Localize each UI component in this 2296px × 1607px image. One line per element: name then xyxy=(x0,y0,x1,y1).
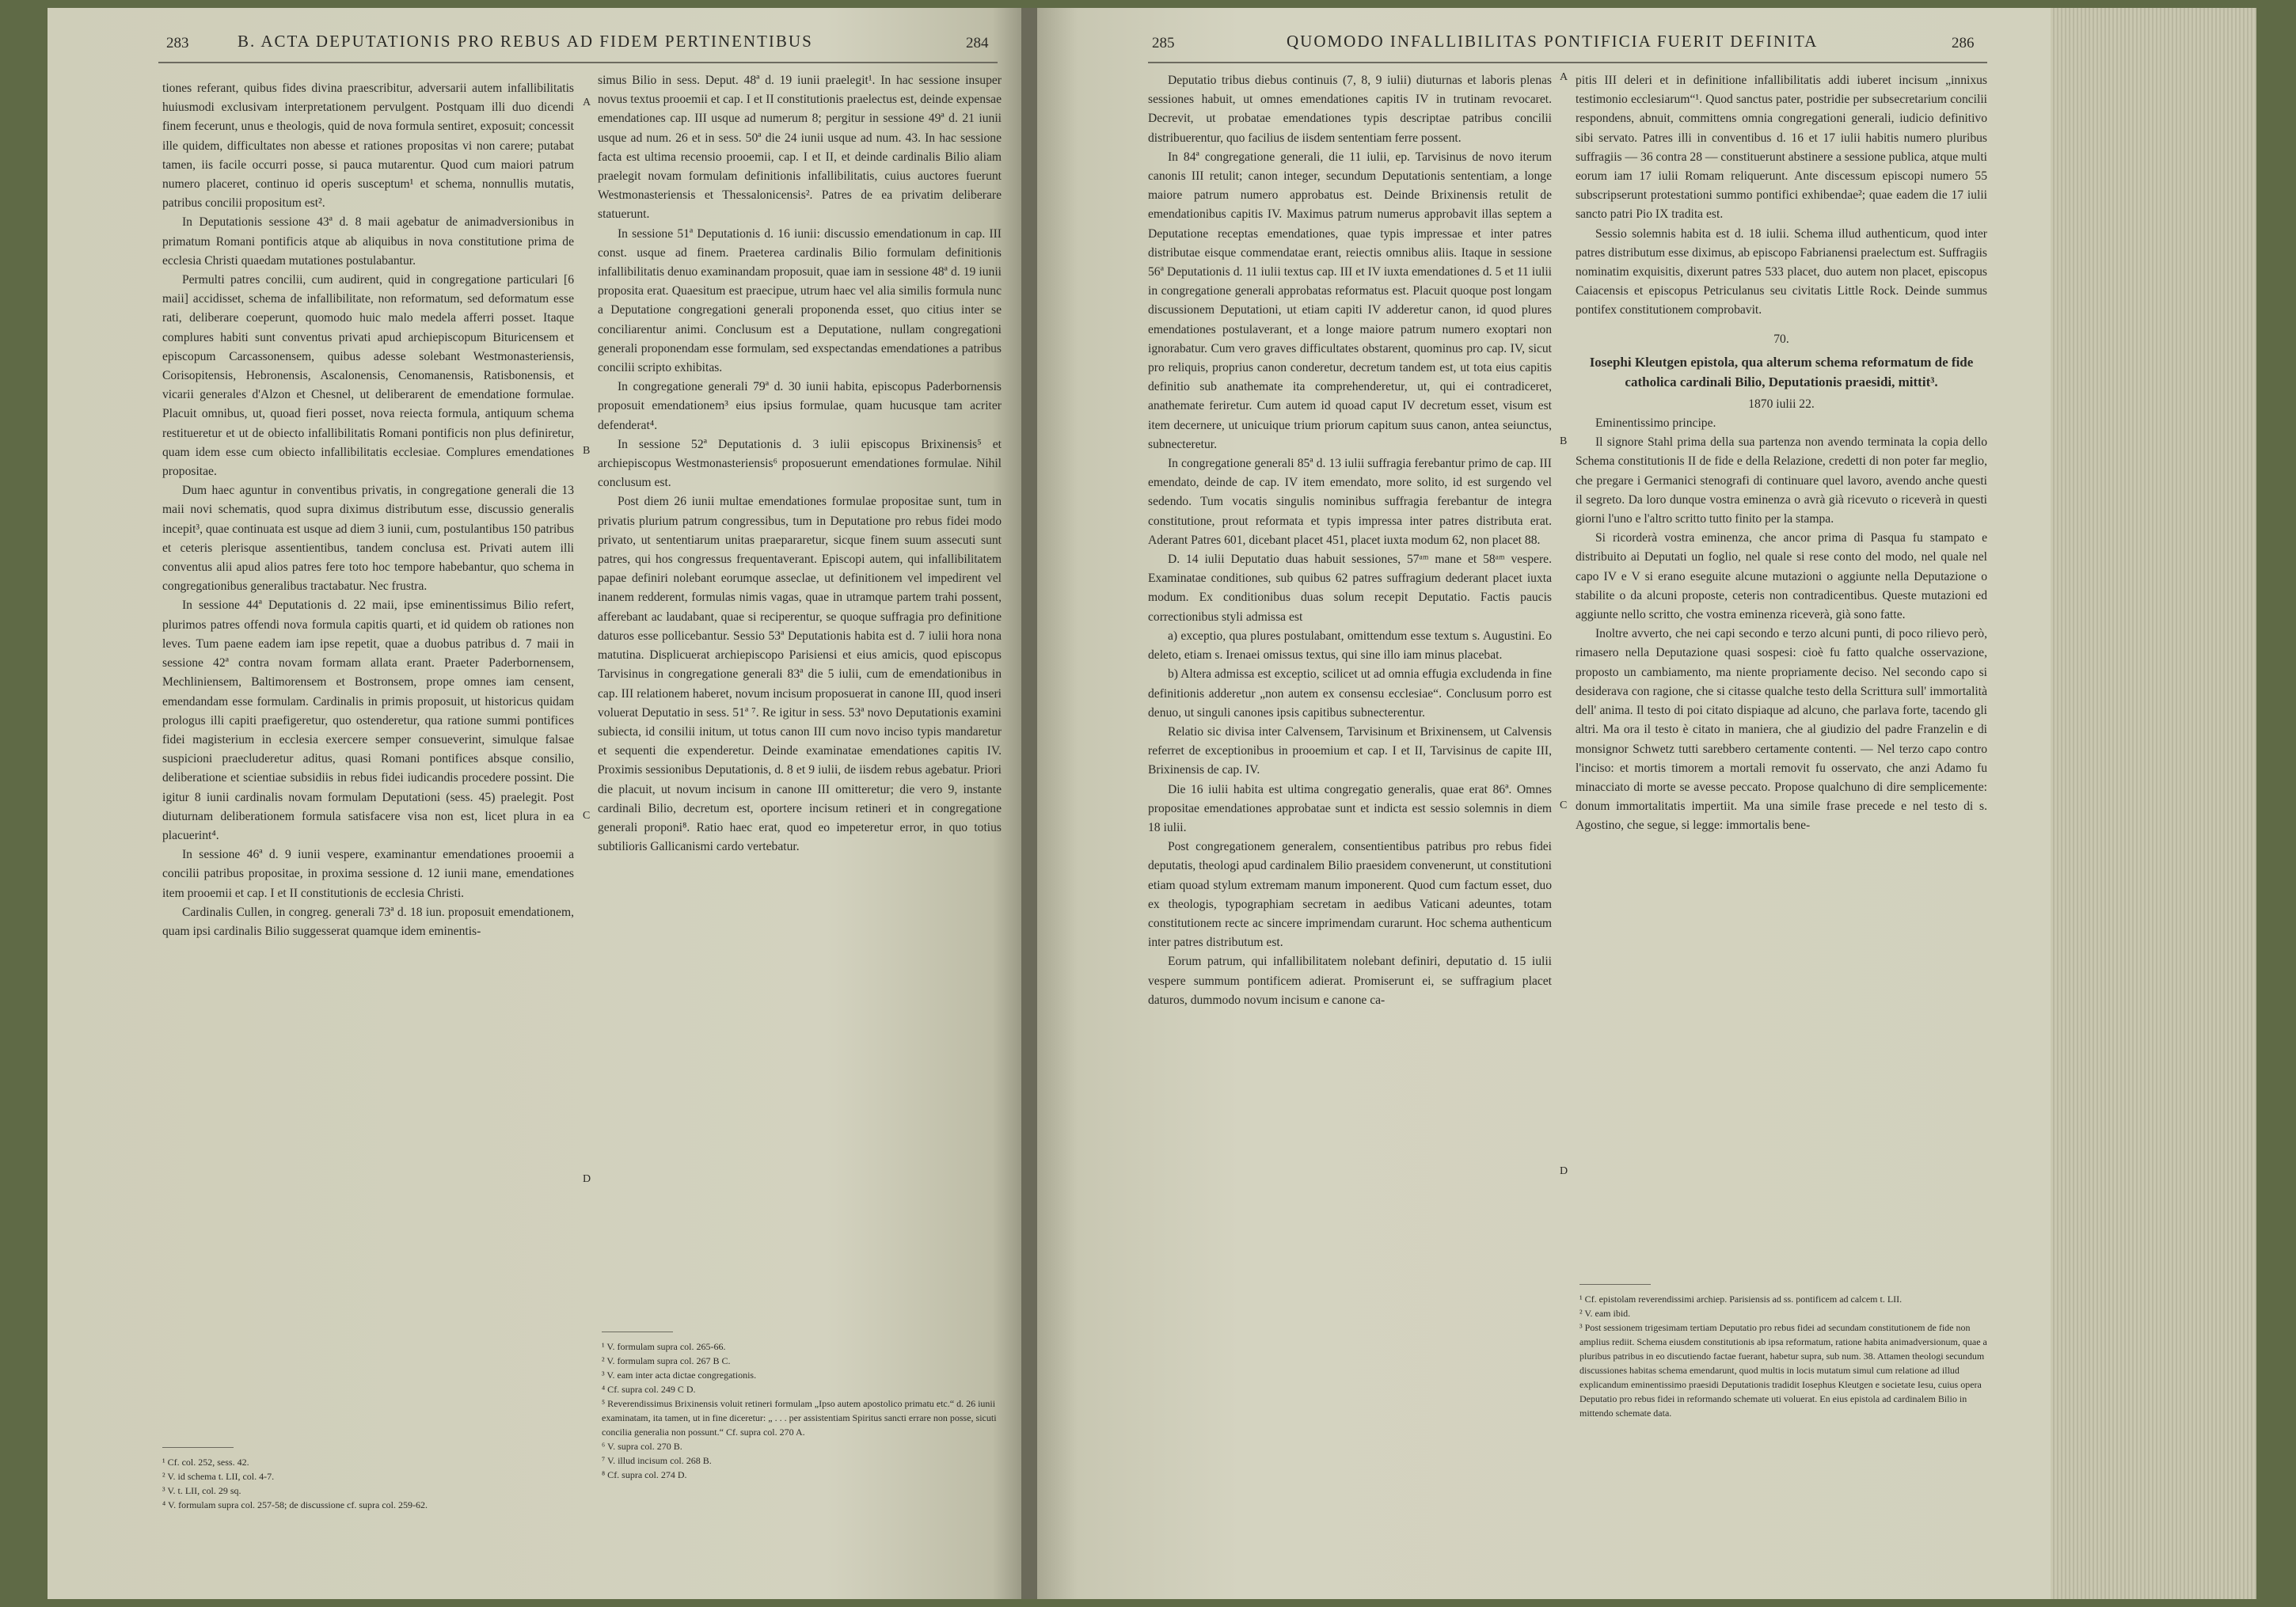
column-number: 285 xyxy=(1152,35,1175,51)
margin-marker: C xyxy=(583,810,591,822)
column-number: 284 xyxy=(966,35,989,51)
footnote: ² V. formulam supra col. 267 B C. xyxy=(602,1355,731,1366)
footnote: ³ V. eam inter acta dictae congregationis. xyxy=(602,1370,757,1381)
footnote-rule xyxy=(1579,1284,1651,1285)
footnotes xyxy=(1579,1292,1987,1420)
footnotes xyxy=(602,1339,1002,1482)
paragraph: Dum haec aguntur in conventibus privatis, in congregatione generali die 13 maii novi schematis, quod supra diximus distributum esse, discussio generalis incepit³, quae continuata est usque ad diem 3 iunii, cum, postulantibus 150 patribus et ceteris plerisque assentientibus, tandem conclusa est. Privati autem illi conventus alii apud alios patres fere toto hoc tempore habebantur, quo schema in congregationibus generalibus tractabatur. Nec frustra. xyxy=(162,484,574,594)
footnote: ¹ V. formulam supra col. 265-66. xyxy=(602,1341,726,1352)
open-book xyxy=(48,8,2256,1599)
paragraph: Post diem 26 iunii multae emendationes formulae propositae sunt, tum in privatis plurium patrum congressibus, tum in Deputatione pro rebus fidei modo privato, ut sententiarum unitas praepararetur, sicque finem suum assecuti sunt patres, qui hos congressus frequentaverant. Episcopi autem, qui infallibilitatem papae definiri nolebant eorumque asseclae, ut definitionem vel impedirent vel inanem redderent, formulas nimis vagas, quae in utramque partem trahi possent, afferebant ac laudabant, quae si reciperentur, se quoque suffragia pro definitione daturos esse pollicebantur. Sessio 53ª Deputationis habita est d. 7 iulii hora nona matutina. Displicuerat archiepiscopo Parisiensi et eius amicis, quod episcopus Tarvisinus in congregatione generali 83ª die 5 iulii, cum de emendationibus in cap. III relationem haberet, novum incisum proposuerat in canone III, quod inseri voluerat Deputatio in sess. 51ª ⁷. Re igitur in sess. 53ª novo Deputationis examini subiecta, id consilii initum, ut totus canon III cum novo inciso typis mandaretur et sequenti die expenderetur. Deinde examinatae emendationes capitis IV. Proximis sessionibus Deputationis, d. 8 et 9 iulii, de iisdem rebus agebatur. Priori die placuit, ut novum incisum in canone III omitteretur; die vero 9, instante cardinali Bilio, decretum est, oportere incisum retineri et in congregatione generali proponi⁸. Ratio haec erat, quod eo impeteretur error, in quo totius subtilioris Gallicanismi cardo vertebatur. xyxy=(598,495,1002,854)
margin-marker: C xyxy=(1560,800,1568,811)
header-rule xyxy=(1148,62,1987,63)
paragraph: Permulti patres concilii, cum audirent, quid in congregatione particulari [6 maii] accidisset, schema de infallibilitate, non reformatum, sed deformatum esse rati, deliberare coeperunt, quomodo huic malo medela afferri posset. Itaque complures habiti sunt conventus privati apud archiepiscopum Bituricensem et episcopum Carcassonensem, quibus adesse solebant Westmonasteriensis, Corisopitensis, Hebronensis, Ascalonensis, Cenomanensis, Ratisbonensis, et vicarii generales d'Alzon et Chesnel, ut deliberarent de emendatione formulae. Placuit omnibus, ut, quoad fieri posset, nova reiecta formula, antiquum schema restitueretur et ut de obiecto infallibilitatis Romani pontificis non plus definiretur, quam idem esse cum obiecto infallibilitatis ecclesiae. Complures emendationes propositae. xyxy=(162,273,574,479)
footnote: ⁸ Cf. supra col. 274 D. xyxy=(602,1469,687,1480)
paragraph: Si ricorderà vostra eminenza, che ancor prima di Pasqua fu stampato e distribuito ai Deputati un foglio, nel quale si rese conto del modo, nel quale nel capo IV e V si erano eseguite alcune mutazioni o aggiunte nella Deputazione o stabilite o da alcuni proposte, ceteris non contradicentibus. Queste mutazioni ed aggiunte nello scritto, che vostra eminenza riceverà, già sono fatte. xyxy=(1576,531,1987,622)
paragraph: simus Bilio in sess. Deput. 48ª d. 19 iunii praelegit¹. In hac sessione insuper novus textus prooemii et cap. I et II constitutionis praelectus est, deinde expensae emendationes cap. III usque ad numerum 8; pergitur in sessione 49ª d. 21 iunii usque ad num. 26 et in sess. 50ª die 24 iunii usque ad num. 43. In hac sessione facta est ultima recensio prooemii, cap. I et II, et deinde cardinalis Bilio aliam praelegit novam formulam definitionis infallibilitatis, cuius auctores fuerunt Westmonasteriensis et Thessalonicensis². Patres de ea privatim deliberare statuerunt. xyxy=(598,74,1002,222)
paragraph: b) Altera admissa est exceptio, scilicet ut ad omnia effugia excludenda in fine definitionis adderetur „non autem ex consensu ecclesiae“. Conclusum porro est denuo, ut singuli canones ipsis capitibus subnecterentur. xyxy=(1148,667,1552,720)
footnote: ² V. eam ibid. xyxy=(1579,1308,1631,1319)
paragraph: In congregatione generali 85ª d. 13 iulii suffragia ferebantur primo de cap. III emendato, deinde de cap. IV item emendato, more solito, id est surgendo vel sedendo. Tum vocatis singulis nominibus suffragia ferebantur de integra constitutione, prout reformata et typis impressa inter patres distributa erat. Aderant Patres 601, dicebant placet 451, placet iuxta modum 62, non placet 88. xyxy=(1148,457,1552,547)
paragraph: In sessione 44ª Deputationis d. 22 maii, ipse eminentissimus Bilio refert, plurimos patres offendi nova formula capitis quarti, et id quidem ob rationes non leves. Tum paene eadem iam ipse repetit, quae a duobus patribus d. 7 maii in sessione 42ª contra novam formam allata erant. Praeter Paderbornensem, Mechliniensem, Baltimorensem et Bostronsem, prope omnes iam censent, emendandam esse formulam. Cardinalis in primis proposuit, ut historicus quidam prologus illi capiti praefigeretur, quo ostenderetur, qua ratione summi pontifices fidei magisterium in ecclesia exercere semper consueverint, simulque falsae suspicioni praecluderetur aditus, quasi Romani pontifices absque consilio, deliberatione et scientiae subsidiis in rebus fidei iudicandis procedere possint. Die igitur 8 iunii cardinalis novam formulam Deputationi (sess. 45) praelegit. Post diuturnam deliberationem formula satisfacere visa non est, licet plura in ea placuerint⁴. xyxy=(162,598,574,842)
footnote: ⁶ V. supra col. 270 B. xyxy=(602,1441,682,1452)
left-column-2 xyxy=(598,71,1002,857)
header-rule xyxy=(158,62,998,63)
paragraph: pitis III deleri et in definitione infallibilitatis addi iuberet incisum „innixus testimonio ecclesiarum“¹. Quod sanctus pater, postridie per subsecretarium concilii respondens, abnuit, committens omnia congregationi generali, iudicio definitivo sibi servato. Patres illi in conventibus d. 16 et 17 iulii habitis numero pluribus suffragiis — 36 contra 28 — constituerunt abstinere a sessione publica, atque multi eorum iam 17 iulii Romam reliquerunt. Ante discessum episcopi numero 55 subscripserunt protestationi summo pontifici exhibendae²; quae eadem die 17 iulii sancto patri Pio IX tradita est. xyxy=(1576,74,1987,222)
right-column-1 xyxy=(1148,71,1552,1010)
page-edges xyxy=(2051,8,2256,1599)
paragraph: In sessione 51ª Deputationis d. 16 iunii: discussio emendationum in cap. III const. usque ad finem. Praeterea cardinalis Bilio formulam definitionis infallibilitatis denuo examinandam proposuit, quae iam in sessione 48ª d. 19 iunii proposita erat. Quaesitum est praecipue, utrum haec vel alia similis formula nunc a Deputatione congregationi generali proponenda esset, quo citius inter se conciliarentur animi. Conclusum est a Deputatione, nullam congregationi generali proponendam esse formulam, sed exspectandas emendationes a patribus concilii scripto exhibitas. xyxy=(598,226,1002,375)
margin-marker: A xyxy=(583,97,591,108)
footnote-rule xyxy=(162,1447,234,1448)
footnotes xyxy=(162,1455,574,1512)
footnote: ⁴ V. formulam supra col. 257-58; de discussione cf. supra col. 259-62. xyxy=(162,1499,428,1510)
footnote: ¹ Cf. col. 252, sess. 42. xyxy=(162,1457,249,1468)
paragraph: Relatio sic divisa inter Calvensem, Tarvisinum et Brixinensem, ut Calvensis referret de exceptionibus in prooemium et cap. I et II, Tarvisinus de capite III, Brixinensis de cap. IV. xyxy=(1148,724,1552,777)
margin-marker: B xyxy=(583,445,591,457)
paragraph: D. 14 iulii Deputatio duas habuit sessiones, 57ᵃᵐ mane et 58ᵃᵐ vespere. Examinatae conditiones, sub quibus 62 patres suffragium dederant placet iuxta modum. Ex conditionibus duas solum recepit Deputatio. Factis paucis correctionibus styli admissa est xyxy=(1148,553,1552,624)
margin-marker: A xyxy=(1560,71,1568,83)
document-date: 1870 iulii 22. xyxy=(1748,397,1815,411)
paragraph: In sessione 46ª d. 9 iunii vespere, examinantur emendationes prooemii a concilii patribus propositae, in proxima sessione d. 12 iunii mane, emendationes item prooemii et cap. I et II constitutionis de ecclesia Christi. xyxy=(162,848,574,900)
right-column-2 xyxy=(1576,71,1987,836)
paragraph: Post congregationem generalem, consentientibus patribus pro rebus fidei deputatis, theologi apud cardinalem Bilio praesidem convenerunt, ut constitutioni etiam quoad stylum extremam manum imponerent. Quod cum factum esset, duo ex theologis, typographiam secretam in aedibus Vaticani adeuntes, totam constitutionem recte ac sincere imprimendam curarunt. Hoc schema authenticum inter patres distributum est. xyxy=(1148,840,1552,950)
paragraph: In sessione 52ª Deputationis d. 3 iulii episcopus Brixinensis⁵ et archiepiscopus Westmonasteriensis⁶ proposuerunt emendationes formulae. Nihil conclusum est. xyxy=(598,437,1002,490)
right-page xyxy=(1037,8,2051,1599)
running-head: B. ACTA DEPUTATIONIS PRO REBUS AD FIDEM PERTINENTIBUS xyxy=(238,32,813,51)
paragraph: Die 16 iulii habita est ultima congregatio generalis, quae erat 86ª. Omnes propositae emendationes approbatae sunt et indicta est sessio solemnis in diem 18 iulii. xyxy=(1148,782,1552,834)
paragraph: Inoltre avverto, che nei capi secondo e terzo alcuni punti, di poco rilievo però, rimasero nella Deputazione quasi sospesi: cioè fu fatto qualche osservazione, proposto un cambiamento, ma niente propriamente deciso. Nel secondo capo si desiderava con ragione, che si citasse qualche testo della Scrittura sull' immortalità dell' anima. Il testo di poi citato dispiaque ad alcuno, che parlava forte, tacendo gli altri. Ma ora il testo è citato in maniera, che al giudizio del padre Franzelin e di monsignor Schwetz tutti sarebbero certamente contenti. — Nel terzo capo contro l'inciso: et mortis timorem a mortali removit fu osservato, che anzi Adamo fu minacciato di morte se avesse peccato. Propose qualchuno di dire semplicemente: donum immortalitatis impertiit. Ma una simile frase precede e nel testo di s. Agostino, che segue, si legge: immortalis bene- xyxy=(1576,627,1987,833)
paragraph: Il signore Stahl prima della sua partenza non avendo terminata la copia dello Schema constitutionis II de fide e della Relazione, credetti di non poter far meglio, che pregare i Germanici stenografi di continuare quel lavoro, avendo anche questi il segreto. Da loro dunque vostra eminenza o avrà già ricevuto o riceverà in questi giorni l'uno e l'altro scritto tutto finito per la stampa. xyxy=(1576,435,1987,526)
margin-marker: D xyxy=(583,1173,591,1185)
footnote: ³ Post sessionem trigesimam tertiam Deputatio pro rebus fidei ad secundam constitutionem de fide non amplius rediit. Schema eiusdem constitutionis ab ipsa reformatum, ratione habita animadversionum, quae a pluribus patribus in eo discutiendo factae fuerant, habetur supra, sub num. 38. Attamen theologi secundum discussiones habitas schema emendarunt, quod multis in locis mutatum simul cum relatione ad illud explicandum eminentissimo praesidi Deputationis tradidit Iosephus Kleutgen e societate Iesu, cuius opera Deputatio pro rebus fidei in reformando schemate uti voluerat. En eius epistola ad cardinalem Bilio in mittendo schemate data. xyxy=(1579,1322,1987,1419)
document-number: 70. xyxy=(1773,332,1789,346)
footnote: ⁴ Cf. supra col. 249 C D. xyxy=(602,1384,696,1395)
paragraph: Cardinalis Cullen, in congreg. generali 73ª d. 18 iun. proposuit emendationem, quam ipsi cardinalis Bilio suggesserat quamque idem eminentis- xyxy=(162,905,574,938)
column-number: 286 xyxy=(1952,35,1975,51)
left-column-1 xyxy=(162,79,574,941)
paragraph: tiones referant, quibus fides divina praescribitur, adversarii autem infallibilitatis huiusmodi exclusivam interpretationem pervulgent. Postquam illi duo dicendi finem fecerunt, unus e theologis, quid de nova formula sentiret, exposuit; concessit ille quidem, difficultates non abesse et rationes propositas vi non carere; putabat tamen, iis facile occurri posse, si pauca mutarentur. Quod cum maiori patrum numero placeret, continuo id operis susceptum¹ et schema, nonnullis mutatis, patribus concilii propositum est². xyxy=(162,82,574,211)
paragraph: a) exceptio, qua plures postulabant, omittendum esse textum s. Augustini. Eo deleto, etiam s. Irenaei omissus textus, qui sine illo iam minus placebat. xyxy=(1148,629,1552,663)
document-title: Iosephi Kleutgen epistola, qua alterum schema reformatum de fide catholica cardinali Bilio, Deputationis praesidi, mittit³. xyxy=(1589,354,1974,389)
book-gutter xyxy=(1021,8,1037,1599)
margin-marker: B xyxy=(1560,435,1568,447)
footnote: ³ V. t. LII, col. 29 sq. xyxy=(162,1485,241,1496)
footnote: ¹ Cf. epistolam reverendissimi archiep. Parisiensis ad ss. pontificem ad calcem t. LII. xyxy=(1579,1294,1903,1305)
paragraph: Sessio solemnis habita est d. 18 iulii. Schema illud authenticum, quod inter patres distributum esse diximus, ab episcopo Fabrianensi praelectum est. Suffragiis nominatim exquisitis, dixerunt patres 533 placet, duo autem non placet, episcopus Caiacensis et episcopus Petriculanus seu civitatis Little Rock. Deinde summus pontifex constitutionem comprobavit. xyxy=(1576,226,1987,317)
column-number: 283 xyxy=(166,35,189,51)
salutation: Eminentissimo principe. xyxy=(1595,416,1716,431)
margin-marker: D xyxy=(1560,1165,1568,1177)
paragraph: In congregatione generali 79ª d. 30 iunii habita, episcopus Paderbornensis proposuit emendationem³ eius ipsius formulae, quam hucusque tam acriter defenderat⁴. xyxy=(598,380,1002,432)
paragraph: In 84ª congregatione generali, die 11 iulii, ep. Tarvisinus de novo iterum canonis III retulit; canon integer, secundum Deputationis sententiam, a longe maiore patrum numero approbatus est. Deinde Brixinensis retulit de emendationibus capitis IV. Maximus patrum numerus approbavit illas septem a Deputatione receptas emendationes, quae typis impressae et inter patres distributae eisque commendatae erant, reiectis omnibus aliis. Itaque in sessione 56ª Deputationis d. 11 iulii textus cap. III et IV iuxta emendationes d. 5 et 11 iulii in congregatione generali approbatas reformatus est. Placuit quoque post longam discussionem Deputationi, ut etiam capiti IV adderetur canon, id quod plures emendationes postulaverant, et a longe maiore patrum numero exoptari non ignorabatur. Cum vero graves difficultates obstarent, quominus pro cap. IV, sicut pro reliquis, proprius canon conderetur, decretum tandem est, ut tota eius capitis definitio sub anathemate ita comprehenderetur, ut, qui ei contradiceret, anathemate feriretur. Cum autem id quoad caput IV decretum esset, visum est item decernere, ut unicuique trium priorum capitum suus canon, antea seiunctus, subnecteretur. xyxy=(1148,150,1552,451)
left-page xyxy=(48,8,1021,1599)
paragraph: In Deputationis sessione 43ª d. 8 maii agebatur de animadversionibus in primatum Romani pontificis atque ab aliquibus in nova constitutione prima de ecclesia Christi quaedam mutationes postulabantur. xyxy=(162,215,574,268)
paragraph: Eorum patrum, qui infallibilitatem nolebant definiri, deputatio d. 15 iulii vespere summum pontificem adierat. Promiserunt ei, se suffragium placet daturos, dummodo novum incisum e canone ca- xyxy=(1148,955,1552,1007)
footnote: ⁵ Reverendissimus Brixinensis voluit retineri formulam „Ipso autem apostolico primatu etc.“ d. 26 iunii examinatam, ita tamen, ut in fine diceretur: „ . . . per assistentiam Spiritus sancti errare non posse, sicuti concilia generalia non possunt.“ Cf. supra col. 270 A. xyxy=(602,1398,997,1438)
footnote: ² V. id schema t. LII, col. 4-7. xyxy=(162,1471,275,1482)
footnote: ⁷ V. illud incisum col. 268 B. xyxy=(602,1455,712,1466)
paragraph: Deputatio tribus diebus continuis (7, 8, 9 iulii) diuturnas et laboris plenas sessiones habuit, ut omnes emendationes capitis IV in trutinam revocaret. Decrevit, ut probatae emendationes typis descriptae patribus concilii distribuerentur, quo facilius de iisdem sententiam ferre possent. xyxy=(1148,74,1552,145)
running-head: QUOMODO INFALLIBILITAS PONTIFICIA FUERIT DEFINITA xyxy=(1287,32,1819,51)
